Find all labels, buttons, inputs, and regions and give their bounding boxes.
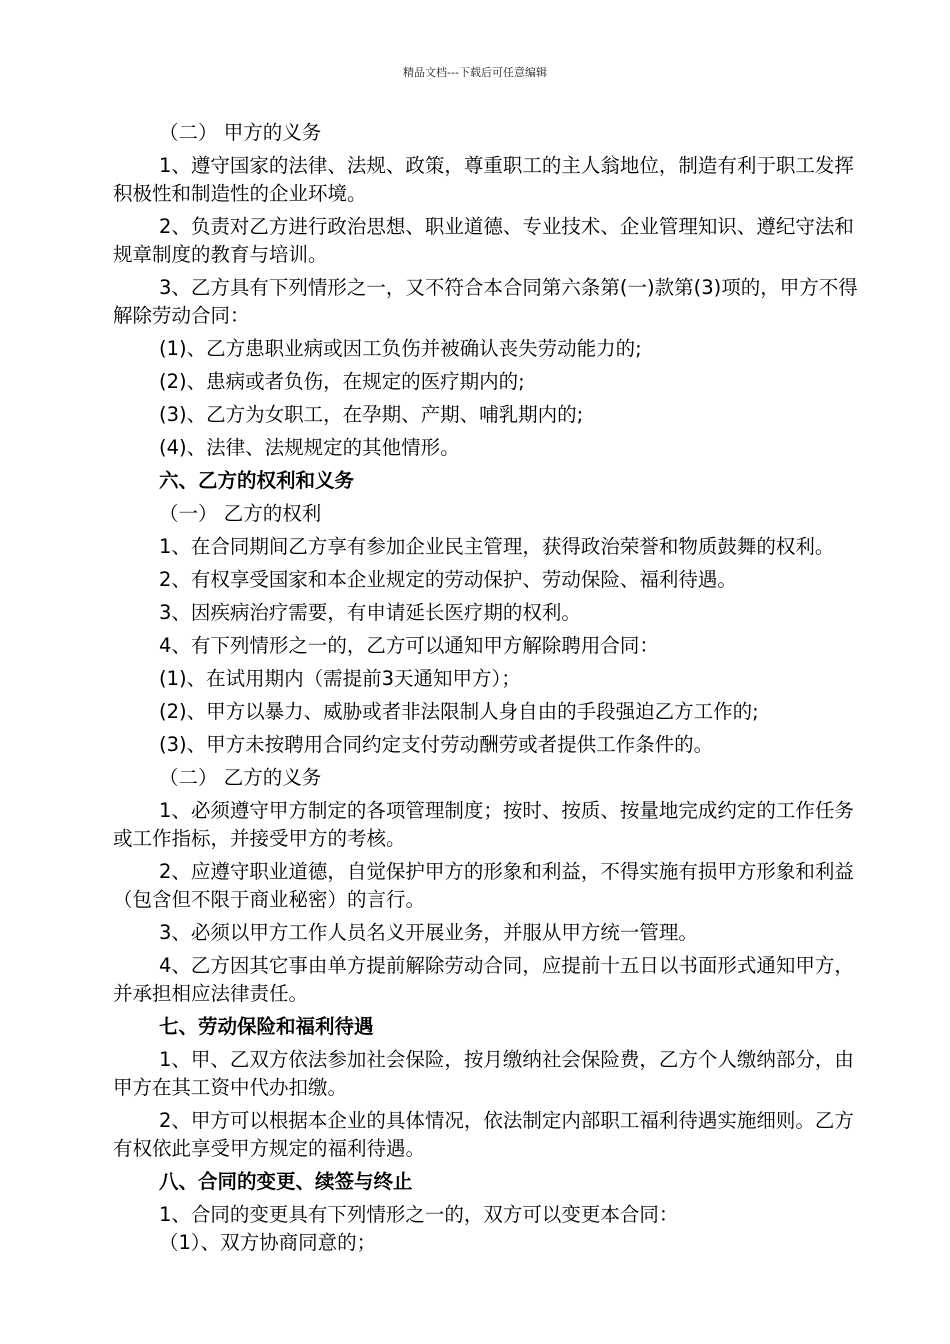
list-item: (4)、法律、法规规定的其他情形。 <box>159 436 460 459</box>
paragraph: 3、必须以甲方工作人员名义开展业务，并服从甲方统一管理。 <box>159 921 698 944</box>
section-heading: 七、劳动保险和福利待遇 <box>159 1015 374 1038</box>
list-item: (3)、甲方未按聘用合同约定支付劳动酬劳或者提供工作条件的。 <box>159 733 714 756</box>
list-item: (2)、患病或者负伤，在规定的医疗期内的; <box>159 370 525 393</box>
paragraph: 3、因疾病治疗需要，有申请延长医疗期的权利。 <box>159 601 581 624</box>
section-heading: 六、乙方的权利和义务 <box>159 469 355 492</box>
list-item: (3)、乙方为女职工，在孕期、产期、哺乳期内的; <box>159 403 584 426</box>
paragraph: 1、合同的变更具有下列情形之一的，双方可以变更本合同： <box>159 1203 679 1226</box>
paragraph: 2、甲方可以根据本企业的具体情况，依法制定内部职工福利待遇实施细则。乙方有权依此享受甲方规定的福利待遇。 <box>113 1109 854 1160</box>
paragraph: 2、负责对乙方进行政治思想、职业道德、专业技术、企业管理知识、遵纪守法和规章制度的教育与培训。 <box>113 215 854 266</box>
paragraph: 1、在合同期间乙方享有参加企业民主管理，获得政治荣誉和物质鼓舞的权利。 <box>159 535 835 558</box>
paragraph: 4、乙方因其它事由单方提前解除劳动合同，应提前十五日以书面形式通知甲方，并承担相应法律责任。 <box>113 954 854 1005</box>
paragraph: 2、有权享受国家和本企业规定的劳动保护、劳动保险、福利待遇。 <box>159 568 737 591</box>
section-subheading: （二） 甲方的义务 <box>159 121 322 144</box>
section-subheading: （二） 乙方的义务 <box>159 766 322 789</box>
section-subheading: （一） 乙方的权利 <box>159 502 322 525</box>
paragraph: 1、遵守国家的法律、法规、政策，尊重职工的主人翁地位，制造有利于职工发挥积极性和制造性的企业环境。 <box>113 154 854 205</box>
page-header: 精品文档---下载后可任意编辑 <box>403 66 547 79</box>
list-item: (1)、乙方患职业病或因工负伤并被确认丧失劳动能力的; <box>159 337 642 360</box>
paragraph: 1、必须遵守甲方制定的各项管理制度；按时、按质、按量地完成约定的工作任务或工作指标，并接受甲方的考核。 <box>113 799 854 850</box>
document-body <box>113 119 873 1257</box>
list-item: (2)、甲方以暴力、威胁或者非法限制人身自由的手段强迫乙方工作的; <box>159 700 759 723</box>
paragraph: 2、应遵守职业道德，自觉保护甲方的形象和利益，不得实施有损甲方形象和利益（包含但不限于商业秘密）的言行。 <box>113 860 854 911</box>
paragraph: 4、有下列情形之一的，乙方可以通知甲方解除聘用合同： <box>159 634 659 657</box>
list-item: （1）、双方协商同意的； <box>159 1231 377 1254</box>
list-item: (1)、在试用期内（需提前3天通知甲方）； <box>159 667 521 690</box>
section-heading: 八、合同的变更、续签与终止 <box>159 1170 413 1193</box>
paragraph: 1、甲、乙双方依法参加社会保险，按月缴纳社会保险费，乙方个人缴纳部分，由甲方在其工资中代办扣缴。 <box>113 1048 854 1099</box>
paragraph: 3、乙方具有下列情形之一，又不符合本合同第六条第(一)款第(3)项的，甲方不得解除劳动合同： <box>113 276 858 327</box>
